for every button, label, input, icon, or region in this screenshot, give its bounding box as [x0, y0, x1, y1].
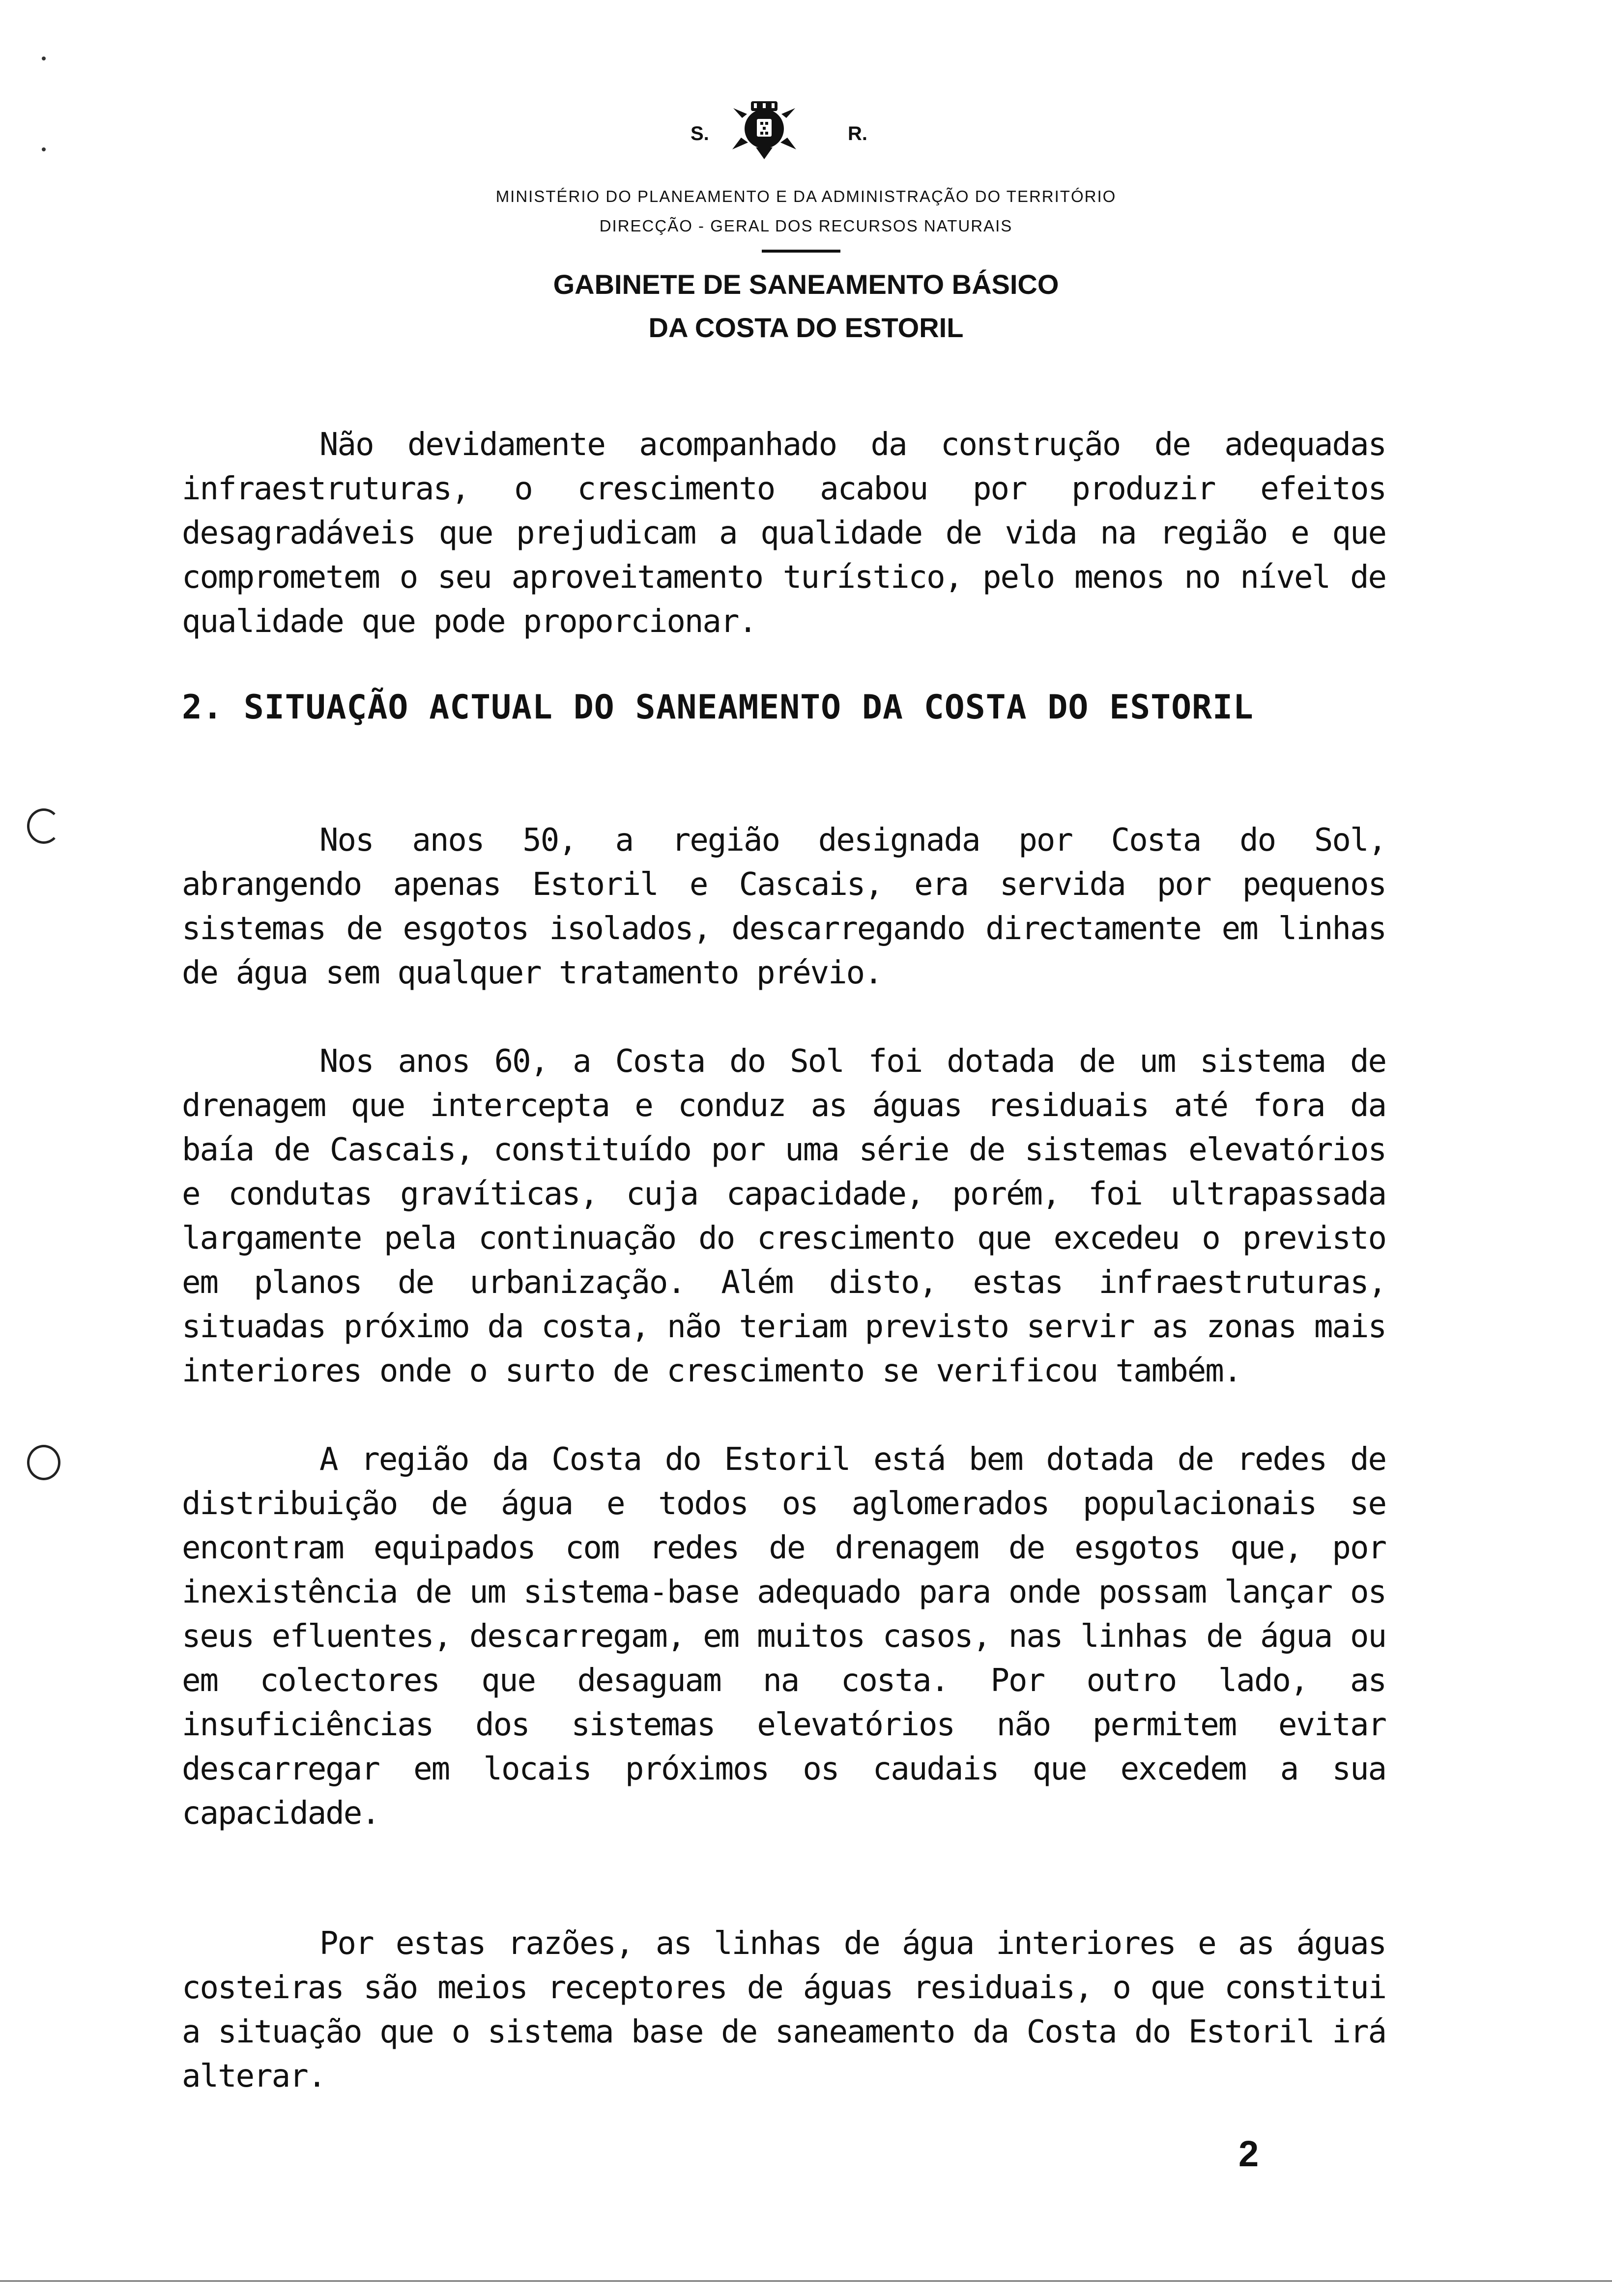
punch-hole-mark	[27, 808, 60, 844]
cabinet-title-line-2: DA COSTA DO ESTORIL	[648, 312, 964, 343]
coat-of-arms-icon	[732, 98, 796, 160]
directorate-name: DIRECÇÃO - GERAL DOS RECURSOS NATURAIS	[599, 217, 1013, 235]
paragraph: Por estas razões, as linhas de água interiores e as águas costeiras são meios receptores de águas residuais, o que constitui a situação que o sistema base de saneamento da Costa do Estoril irá alterar.	[182, 1925, 1386, 2095]
scan-edge-line	[0, 2280, 1612, 2282]
letterhead-letter-r: R.	[848, 123, 867, 144]
letterhead-letter-s: S.	[691, 123, 709, 144]
paragraph: A região da Costa do Estoril está bem dotada de redes de distribuição de água e todos os aglomerados populacionais se encontram equipados com redes de drenagem de esgotos que, por inexistência de um sistema-base adequado para onde possam lançar os seus efluentes, descarregam, em muitos casos, nas linhas de água ou em colectores que desaguam na costa. Por outro lado, as insuficiências dos sistemas elevatórios não permitem evitar descarregar em locais próximos os caudais que excedem a sua capacidade.	[182, 1441, 1386, 1832]
punch-hole-mark	[27, 1445, 60, 1480]
paragraph: Não devidamente acompanhado da construção de adequadas infraestruturas, o crescimento acabou por produzir efeitos desagradáveis que prejudicam a qualidade de vida na região e que comprometem o seu aproveitamento turístico, pelo menos no nível de qualidade que pode proporcionar.	[182, 427, 1386, 640]
scan-speck	[42, 57, 46, 60]
letterhead-divider	[762, 250, 840, 253]
page-number: 2	[1238, 2133, 1259, 2174]
paragraph: Nos anos 60, a Costa do Sol foi dotada de um sistema de drenagem que intercepta e conduz as águas residuais até fora da baía de Cascais, constituído por uma série de sistemas elevatórios e condutas gravíticas, cuja capacidade, porém, foi ultrapassada largamente pela continuação do crescimento que excedeu o previsto em planos de urbanização. Além disto, estas infraestruturas, situadas próximo da costa, não teriam previsto servir as zonas mais interiores onde o surto de crescimento se verificou também.	[182, 1043, 1386, 1389]
ministry-name: MINISTÉRIO DO PLANEAMENTO E DA ADMINISTRAÇÃO DO TERRITÓRIO	[495, 187, 1117, 205]
cabinet-title-line-1: GABINETE DE SANEAMENTO BÁSICO	[553, 269, 1059, 300]
section-heading: 2. SITUAÇÃO ACTUAL DO SANEAMENTO DA COSTA DO ESTORIL	[182, 688, 1254, 727]
ministry-block	[0, 182, 1612, 241]
paragraph: Nos anos 50, a região designada por Costa do Sol, abrangendo apenas Estoril e Cascais, era servida por pequenos sistemas de esgotos isolados, descarregando directamente em linhas de água sem qualquer tratamento prévio.	[182, 822, 1386, 991]
emblem-row	[0, 93, 1612, 162]
cabinet-title	[0, 263, 1612, 349]
